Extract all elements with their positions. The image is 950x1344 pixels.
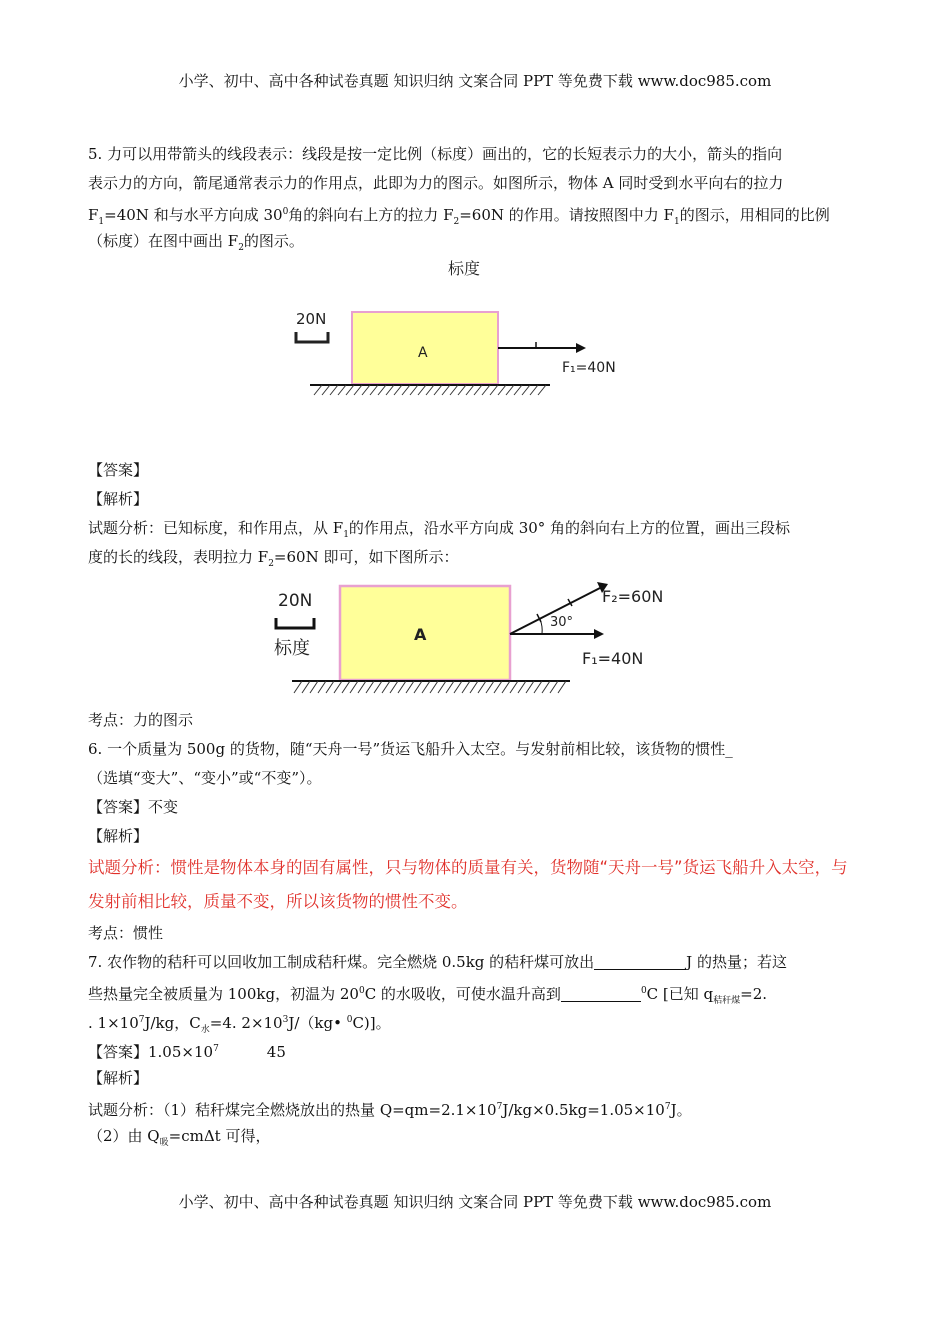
figure-2 bbox=[88, 572, 868, 706]
page-footer: 小学、初中、高中各种试卷真题 知识归纳 文案合同 PPT 等免费下载 www.doc985.com bbox=[178, 1193, 772, 1211]
q7-line-3: . $1\times 10^7J/kg$，$C_水=4$. $2\times 10^3J/(kg•$ $^0$C)]。 bbox=[88, 1014, 391, 1035]
q5-analysis-label: 【解析】 bbox=[88, 490, 149, 508]
fig1-scale-value: 20N bbox=[296, 310, 327, 328]
q7-answer: 【答案】$1.05\times 10^7$ 45 bbox=[88, 1043, 286, 1061]
fig2-f1-arrowhead bbox=[594, 629, 604, 639]
fig2-ground-hatch bbox=[294, 681, 566, 693]
q7-blank-2[interactable] bbox=[561, 985, 641, 1002]
q5-line-3: $F_1=40N$ 和与水平方向成 $30^0$角的斜向右上方的拉力 $F_2=60N$ 的作用。请按照图中力 $F_1$的图示，用相同的比例 bbox=[88, 206, 830, 227]
q7-line-2: 些热量完全被质量为 100kg，初温为 $20^0C$ 的水吸收，可使水温升高到 $^0$C [已知 $q_{秸秆煤}=2$. bbox=[88, 985, 768, 1006]
q7-blank-1[interactable] bbox=[594, 953, 686, 970]
fig2-block-label: A bbox=[414, 625, 427, 644]
fig2-scale-label: 标度 bbox=[274, 638, 310, 659]
fig1-f1-label: F₁=40N bbox=[562, 360, 616, 376]
q5-line-1: 5. 力可以用带箭头的线段表示：线段是按一定比例（标度）画出的，它的长短表示力的大小，箭头的指向 bbox=[88, 145, 783, 163]
q6-topic: 考点：惯性 bbox=[88, 924, 164, 942]
fig1-title: 标度 bbox=[448, 259, 481, 278]
fig1-block-label: A bbox=[418, 345, 428, 361]
fig2-angle-label: 30° bbox=[550, 615, 574, 630]
fig2-scale-bar bbox=[276, 618, 314, 628]
q5-topic: 考点：力的图示 bbox=[88, 711, 194, 729]
q7-analysis-line-2: （2）由 $Q_吸=cm\Delta t$ 可得， bbox=[88, 1127, 271, 1148]
q5-line-4: （标度）在图中画出 $F_2$的图示。 bbox=[88, 232, 304, 253]
page-header: 小学、初中、高中各种试卷真题 知识归纳 文案合同 PPT 等免费下载 www.doc985.com bbox=[178, 72, 772, 90]
fig2-f1-label: F₁=40N bbox=[582, 649, 644, 668]
q6-analysis-red-2: 发射前相比较，质量不变，所以该货物的惯性不变。 bbox=[88, 892, 468, 911]
q6-line-2: （选填“变大”、“变小”或“不变”）。 bbox=[88, 769, 322, 787]
q6-answer: 【答案】不变 bbox=[88, 798, 179, 816]
q5-analysis-line-1: 试题分析：已知标度，和作用点，从 $F_1$的作用点，沿水平方向成 30° 角的斜向右上方的位置，画出三段标 bbox=[88, 519, 791, 540]
q6-line-1: 6. 一个质量为 500g 的货物，随“天舟一号”货运飞船升入太空。与发射前相比较，该货物的惯性_ bbox=[88, 740, 733, 758]
fig1-scale-bar bbox=[296, 332, 328, 342]
q5-answer-label: 【答案】 bbox=[88, 461, 149, 479]
q7-analysis-label: 【解析】 bbox=[88, 1069, 149, 1087]
q6-analysis-red-1: 试题分析：惯性是物体本身的固有属性，只与物体的质量有关，货物随“天舟一号”货运飞船升入太空，与 bbox=[88, 858, 848, 877]
fig1-f1-arrowhead bbox=[576, 343, 586, 353]
q5-line-2: 表示力的方向，箭尾通常表示力的作用点，此即为力的图示。如图所示，物体 A 同时受到水平向右的拉力 bbox=[88, 174, 784, 192]
fig2-f2-label: F₂=60N bbox=[602, 587, 664, 606]
fig1-ground-hatch bbox=[314, 385, 546, 395]
figure-1 bbox=[88, 256, 868, 456]
fig2-scale-value: 20N bbox=[278, 591, 313, 611]
fig2-angle-arc bbox=[540, 619, 542, 634]
document-body bbox=[88, 140, 868, 1151]
q7-analysis-line-1: 试题分析：（1）秸秆煤完全燃烧放出的热量 $Q=qm=2.1\times 10^7J/kg\times 0.5kg=1.05\times 10^7J$。 bbox=[88, 1101, 692, 1119]
q6-analysis-label: 【解析】 bbox=[88, 827, 149, 845]
q5-analysis-line-2: 度的长的线段，表明拉力 $F_2=60N$ 即可，如下图所示： bbox=[88, 548, 459, 569]
q7-line-1: 7. 农作物的秸秆可以回收加工制成秸秆煤。完全燃烧 0.5kg 的秸秆煤可放出 J 的热量；若这 bbox=[88, 953, 787, 971]
